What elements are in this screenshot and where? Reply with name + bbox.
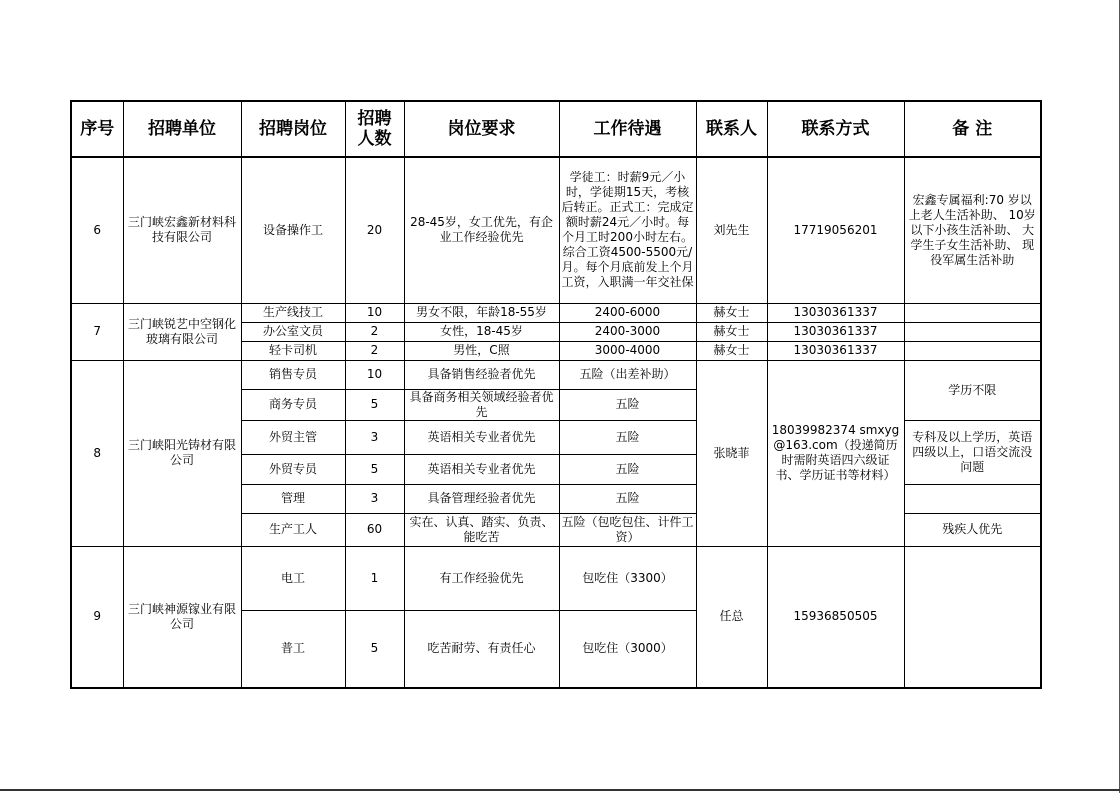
header-requirements: 岗位要求 xyxy=(404,101,559,157)
requirements-cell: 具备管理经验者优先 xyxy=(404,484,559,513)
remarks-cell: 宏鑫专属福利:70 岁以上老人生活补助、 10岁以下小孩生活补助、 大学生子女生活补助、 现役军属生活补助 xyxy=(904,157,1041,303)
count-cell: 20 xyxy=(345,157,404,303)
count-cell: 5 xyxy=(345,389,404,420)
count-cell: 10 xyxy=(345,360,404,389)
seq-cell: 9 xyxy=(71,546,123,688)
count-cell: 1 xyxy=(345,546,404,610)
requirements-cell: 吃苦耐劳、有责任心 xyxy=(404,610,559,688)
table-row xyxy=(71,360,1041,389)
phone-cell: 13030361337 xyxy=(767,303,904,322)
salary-cell: 五险（包吃包住、计件工资） xyxy=(559,513,696,546)
remarks-cell: 专科及以上学历，英语四级以上，口语交流没问题 xyxy=(904,420,1041,484)
table-row xyxy=(71,157,1041,303)
position-cell: 设备操作工 xyxy=(241,157,345,303)
header-row xyxy=(71,101,1041,157)
header-contact: 联系人 xyxy=(696,101,767,157)
count-cell: 10 xyxy=(345,303,404,322)
requirements-cell: 英语相关专业者优先 xyxy=(404,454,559,484)
requirements-cell: 有工作经验优先 xyxy=(404,546,559,610)
contact-cell: 任总 xyxy=(696,546,767,688)
remarks-cell xyxy=(904,484,1041,513)
position-cell: 轻卡司机 xyxy=(241,341,345,360)
position-cell: 外贸专员 xyxy=(241,454,345,484)
position-cell: 办公室文员 xyxy=(241,322,345,341)
salary-cell: 五险 xyxy=(559,454,696,484)
remarks-cell xyxy=(904,546,1041,688)
contact-cell: 赫女士 xyxy=(696,303,767,322)
header-seq: 序号 xyxy=(71,101,123,157)
contact-cell: 赫女士 xyxy=(696,322,767,341)
salary-cell: 2400-6000 xyxy=(559,303,696,322)
requirements-cell: 女性，18-45岁 xyxy=(404,322,559,341)
salary-cell: 五险 xyxy=(559,484,696,513)
requirements-cell: 具备商务相关领域经验者优先 xyxy=(404,389,559,420)
salary-cell: 3000-4000 xyxy=(559,341,696,360)
table-row xyxy=(71,303,1041,322)
seq-cell: 8 xyxy=(71,360,123,546)
remarks-cell xyxy=(904,341,1041,360)
salary-cell: 学徒工：时薪9元／小时，学徒期15天，考核后转正。正式工：完成定额时薪24元／小时。每个月工时200小时左右。综合工资4500-5500元/月。每个月底前发上个月工资，入职满一年交社保 xyxy=(559,157,696,303)
position-cell: 销售专员 xyxy=(241,360,345,389)
position-cell: 外贸主管 xyxy=(241,420,345,454)
count-cell: 5 xyxy=(345,610,404,688)
remarks-cell xyxy=(904,303,1041,322)
recruitment-table xyxy=(70,100,1042,689)
salary-cell: 五险（出差补助） xyxy=(559,360,696,389)
salary-cell: 五险 xyxy=(559,420,696,454)
remarks-cell: 残疾人优先 xyxy=(904,513,1041,546)
salary-cell: 包吃住（3000） xyxy=(559,610,696,688)
position-cell: 普工 xyxy=(241,610,345,688)
company-cell: 三门峡锐艺中空钢化玻璃有限公司 xyxy=(123,303,241,360)
phone-cell: 13030361337 xyxy=(767,322,904,341)
table-row xyxy=(71,546,1041,610)
position-cell: 商务专员 xyxy=(241,389,345,420)
requirements-cell: 具备销售经验者优先 xyxy=(404,360,559,389)
position-cell: 生产线技工 xyxy=(241,303,345,322)
contact-cell: 刘先生 xyxy=(696,157,767,303)
company-cell: 三门峡阳光铸材有限公司 xyxy=(123,360,241,546)
salary-cell: 2400-3000 xyxy=(559,322,696,341)
company-cell: 三门峡宏鑫新材料科技有限公司 xyxy=(123,157,241,303)
count-cell: 3 xyxy=(345,420,404,454)
phone-cell: 13030361337 xyxy=(767,341,904,360)
phone-cell: 15936850505 xyxy=(767,546,904,688)
salary-cell: 包吃住（3300） xyxy=(559,546,696,610)
position-cell: 管理 xyxy=(241,484,345,513)
header-remarks: 备 注 xyxy=(904,101,1041,157)
position-cell: 电工 xyxy=(241,546,345,610)
header-salary: 工作待遇 xyxy=(559,101,696,157)
header-count: 招聘人数 xyxy=(345,101,404,157)
phone-cell: 17719056201 xyxy=(767,157,904,303)
header-phone: 联系方式 xyxy=(767,101,904,157)
header-position: 招聘岗位 xyxy=(241,101,345,157)
seq-cell: 6 xyxy=(71,157,123,303)
phone-cell: 18039982374 smxyg@163.com（投递简历时需附英语四六级证书、学历证书等材料） xyxy=(767,360,904,546)
header-company: 招聘单位 xyxy=(123,101,241,157)
company-cell: 三门峡神源镓业有限公司 xyxy=(123,546,241,688)
remarks-cell: 学历不限 xyxy=(904,360,1041,420)
requirements-cell: 28-45岁，女工优先，有企业工作经验优先 xyxy=(404,157,559,303)
remarks-cell xyxy=(904,322,1041,341)
salary-cell: 五险 xyxy=(559,389,696,420)
position-cell: 生产工人 xyxy=(241,513,345,546)
requirements-cell: 实在、认真、踏实、负责、能吃苦 xyxy=(404,513,559,546)
count-cell: 2 xyxy=(345,341,404,360)
seq-cell: 7 xyxy=(71,303,123,360)
count-cell: 3 xyxy=(345,484,404,513)
count-cell: 2 xyxy=(345,322,404,341)
requirements-cell: 男女不限，年龄18-55岁 xyxy=(404,303,559,322)
page-edge-bottom xyxy=(0,789,1120,791)
requirements-cell: 男性，C照 xyxy=(404,341,559,360)
count-cell: 60 xyxy=(345,513,404,546)
contact-cell: 赫女士 xyxy=(696,341,767,360)
count-cell: 5 xyxy=(345,454,404,484)
contact-cell: 张晓菲 xyxy=(696,360,767,546)
requirements-cell: 英语相关专业者优先 xyxy=(404,420,559,454)
